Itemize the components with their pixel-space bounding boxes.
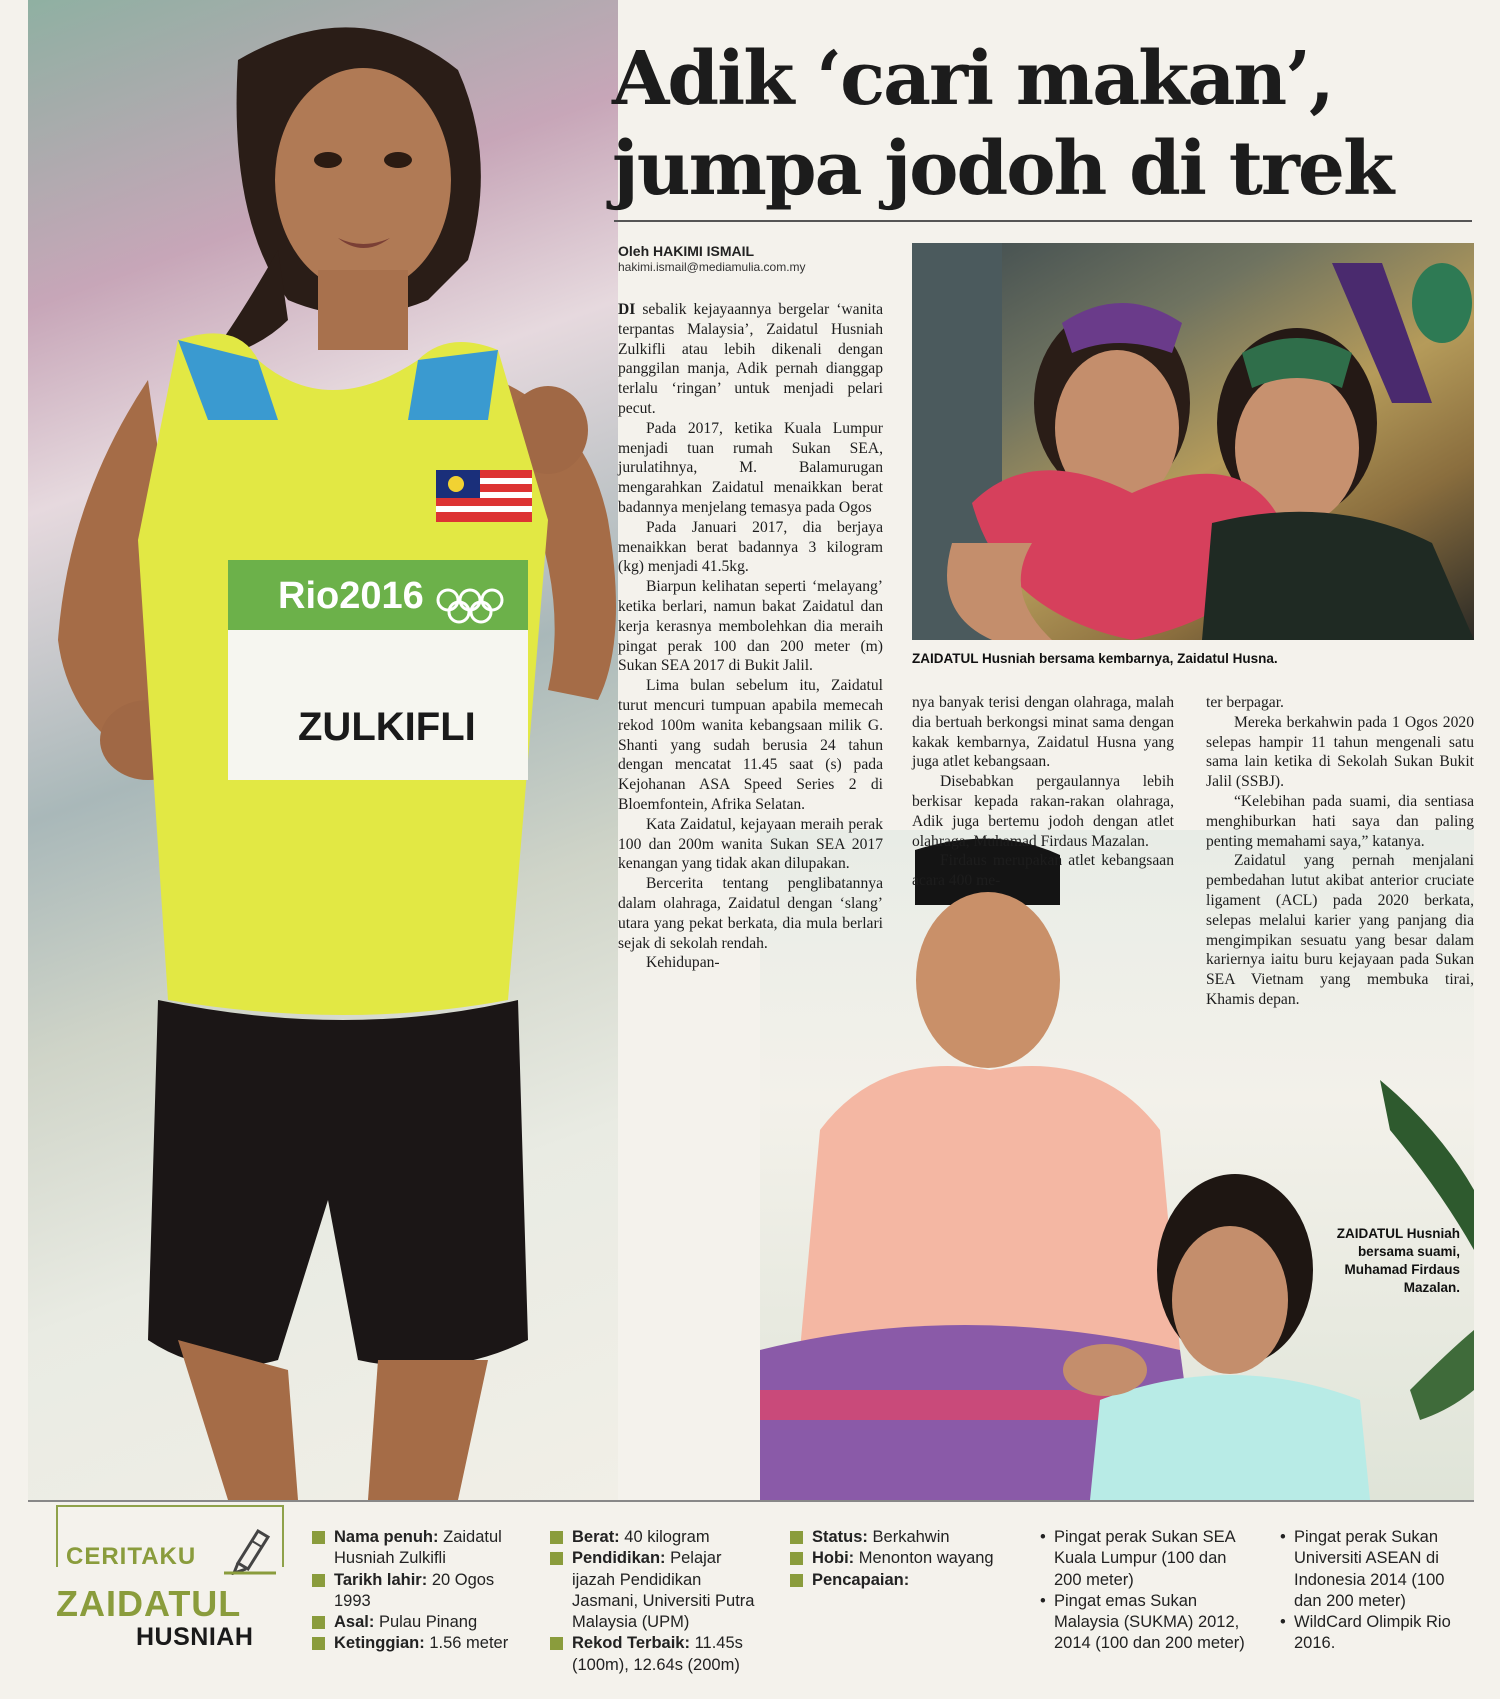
bullet-square-icon	[312, 1616, 325, 1629]
runner-illustration	[28, 0, 618, 1500]
article-paragraph: “Kelebihan pada suami, dia sentiasa menghiburkan hati saya dan paling penting memahami saya,” katanya.	[1206, 792, 1474, 850]
article-paragraph: Bercerita tentang penglibatannya dalam olahraga, Zaidatul dengan ‘slang’ utara yang pekat berkata, dia mula berlari sejak di sekolah rendah.	[618, 875, 883, 952]
bullet-square-icon	[790, 1574, 803, 1587]
pen-nib-icon	[224, 1523, 276, 1575]
profile-row-hobby: Hobi: Menonton wayang	[790, 1548, 1010, 1569]
photo-twin-sisters	[912, 243, 1474, 640]
headline-line-2: jumpa jodoh di trek	[612, 126, 1393, 212]
article-paragraph: Firdaus merupakan atlet kebangsaan acara 400 me-	[912, 852, 1174, 890]
achievement-item: • Pingat emas Sukan Malaysia (SUKMA) 2012, 2014 (100 dan 200 meter)	[1040, 1591, 1250, 1655]
profile-row-birthdate: Tarikh lahir: 20 Ogos 1993	[312, 1570, 532, 1613]
article-paragraph: Mereka berkahwin pada 1 Ogos 2020 selepas hampir 11 tahun mengenali satu sama lain ketika di Sekolah Sukan Bukit Jalil (SSBJ).	[1206, 713, 1474, 791]
sisters-illustration	[912, 243, 1474, 640]
bullet-square-icon	[312, 1637, 325, 1650]
article-paragraph: Zaidatul yang pernah menjalani pembedahan lutut akibat anterior cruciate ligament (ACL) pada 2020 berkata, selepas melalui karier yang panjang dia mengimpikan sesuatu yang besar dalam kariernya iaitu buru kejayaan pada Sukan SEA Vietnam yang membuka tirai, Khamis depan.	[1206, 852, 1474, 1008]
headline-line-1: Adik ‘cari makan’,	[612, 36, 1333, 122]
dropcap: DI	[618, 301, 636, 318]
article-column-1	[618, 300, 883, 973]
bullet-square-icon	[312, 1531, 325, 1544]
profile-row-education: Pendidikan: Pelajar ijazah Pendidikan Jasmani, Universiti Putra Malaysia (UPM)	[550, 1548, 765, 1633]
article-paragraph: ter berpagar.	[1206, 694, 1284, 711]
profile-name-last: HUSNIAH	[136, 1623, 254, 1651]
profile-info-col-4	[1040, 1527, 1250, 1655]
hero-photo-runner	[28, 0, 618, 1500]
profile-row-origin: Asal: Pulau Pinang	[312, 1612, 532, 1633]
profile-row-achievements: Pencapaian:	[790, 1570, 1010, 1591]
profile-row-status: Status: Berkahwin	[790, 1527, 1010, 1548]
bullet-square-icon	[550, 1637, 563, 1650]
caption-couple: ZAIDATUL Husniah bersama suami, Muhamad Firdaus Mazalan.	[1336, 1226, 1460, 1295]
profile-row-height: Ketinggian: 1.56 meter	[312, 1633, 532, 1654]
article-paragraph: Kata Zaidatul, kejayaan meraih perak 100 dan 200m wanita Sukan SEA 2017 kenangan yang tidak akan dilupakan.	[618, 815, 883, 873]
badge-label: CERITAKU	[66, 1543, 197, 1570]
achievement-item: • Pingat perak Sukan Universiti ASEAN di Indonesia 2014 (100 dan 200 meter)	[1280, 1527, 1470, 1612]
article-column-3	[1206, 693, 1474, 1010]
bullet-square-icon	[790, 1531, 803, 1544]
bib-event-text: Rio2016	[278, 575, 424, 617]
achievement-item: • Pingat perak Sukan SEA Kuala Lumpur (100 dan 200 meter)	[1040, 1527, 1250, 1591]
bullet-square-icon	[550, 1531, 563, 1544]
article-paragraph: Kehidupan-	[646, 954, 720, 972]
profile-info-col-3	[790, 1527, 1010, 1591]
bib-name-text: ZULKIFLI	[298, 705, 476, 749]
headline-divider	[614, 220, 1472, 222]
achievement-item: • WildCard Olimpik Rio 2016.	[1280, 1612, 1470, 1655]
article-paragraph: Disebabkan pergaulannya lebih berkisar kepada rakan-rakan olahraga, Adik juga bertemu jodoh dengan atlet olahraga, Muhamad Firdaus Mazalan.	[912, 773, 1174, 850]
profile-name-first: ZAIDATUL	[56, 1583, 242, 1624]
article-paragraph: Pada Januari 2017, dia berjaya menaikkan berat badannya 3 kilogram (kg) menjadi 41.5kg.	[618, 518, 883, 576]
headline	[612, 34, 1472, 214]
article-paragraph: DI sebalik kejayaannya bergelar ‘wanita terpantas Malaysia’, Zaidatul Husniah Zulkifli atau lebih dikenali dengan panggilan manja, Adik pernah dianggap terlalu ‘ringan’ untuk menjadi pelari pecut.	[618, 301, 883, 417]
article-paragraph: Pada 2017, ketika Kuala Lumpur menjadi tuan rumah Sukan SEA, jurulatihnya, M. Balamurugan mengarahkan Zaidatul menaikkan berat badannya menjelang temasya pada Ogos	[618, 419, 883, 516]
bullet-square-icon	[312, 1574, 325, 1587]
article-paragraph: Biarpun kelihatan seperti ‘melayang’ ketika berlari, namun bakat Zaidatul dan kerja kerasnya membolehkan dia meraih pingat perak 100 dan 200 meter (m) Sukan SEA 2017 di Bukit Jalil.	[618, 578, 883, 675]
profile-row-full-name: Nama penuh: Zaidatul Husniah Zulkifli	[312, 1527, 532, 1570]
profile-info-col-2	[550, 1527, 765, 1676]
profile-row-weight: Berat: 40 kilogram	[550, 1527, 765, 1548]
bullet-square-icon	[550, 1552, 563, 1565]
bullet-square-icon	[790, 1552, 803, 1565]
article-paragraph: Lima bulan sebelum itu, Zaidatul turut mencuri tumpuan apabila memecah rekod 100m wanita kebangsaan milik G. Shanti yang sudah berusia 24 tahun dengan mencatat 11.45 saat (s) pada Kejohanan ASA Speed Series 2 di Bloemfontein, Afrika Selatan.	[618, 677, 883, 813]
byline-author: Oleh HAKIMI ISMAIL	[618, 243, 755, 259]
profile-info-col-5	[1280, 1527, 1470, 1655]
profile-info-col-1	[312, 1527, 532, 1655]
article-paragraph: nya banyak terisi dengan olahraga, malah dia bertuah berkongsi minat sama dengan kakak kembarnya, Zaidatul Husna yang juga atlet kebangsaan.	[912, 694, 1174, 771]
article-column-2	[912, 693, 1174, 891]
ceritaku-badge	[56, 1505, 286, 1651]
infobox-divider	[28, 1500, 1474, 1502]
profile-row-best-record: Rekod Terbaik: 11.45s (100m), 12.64s (200m)	[550, 1633, 765, 1676]
byline-email: hakimi.ismail@mediamulia.com.my	[618, 260, 806, 274]
caption-sisters: ZAIDATUL Husniah bersama kembarnya, Zaidatul Husna.	[912, 651, 1278, 666]
